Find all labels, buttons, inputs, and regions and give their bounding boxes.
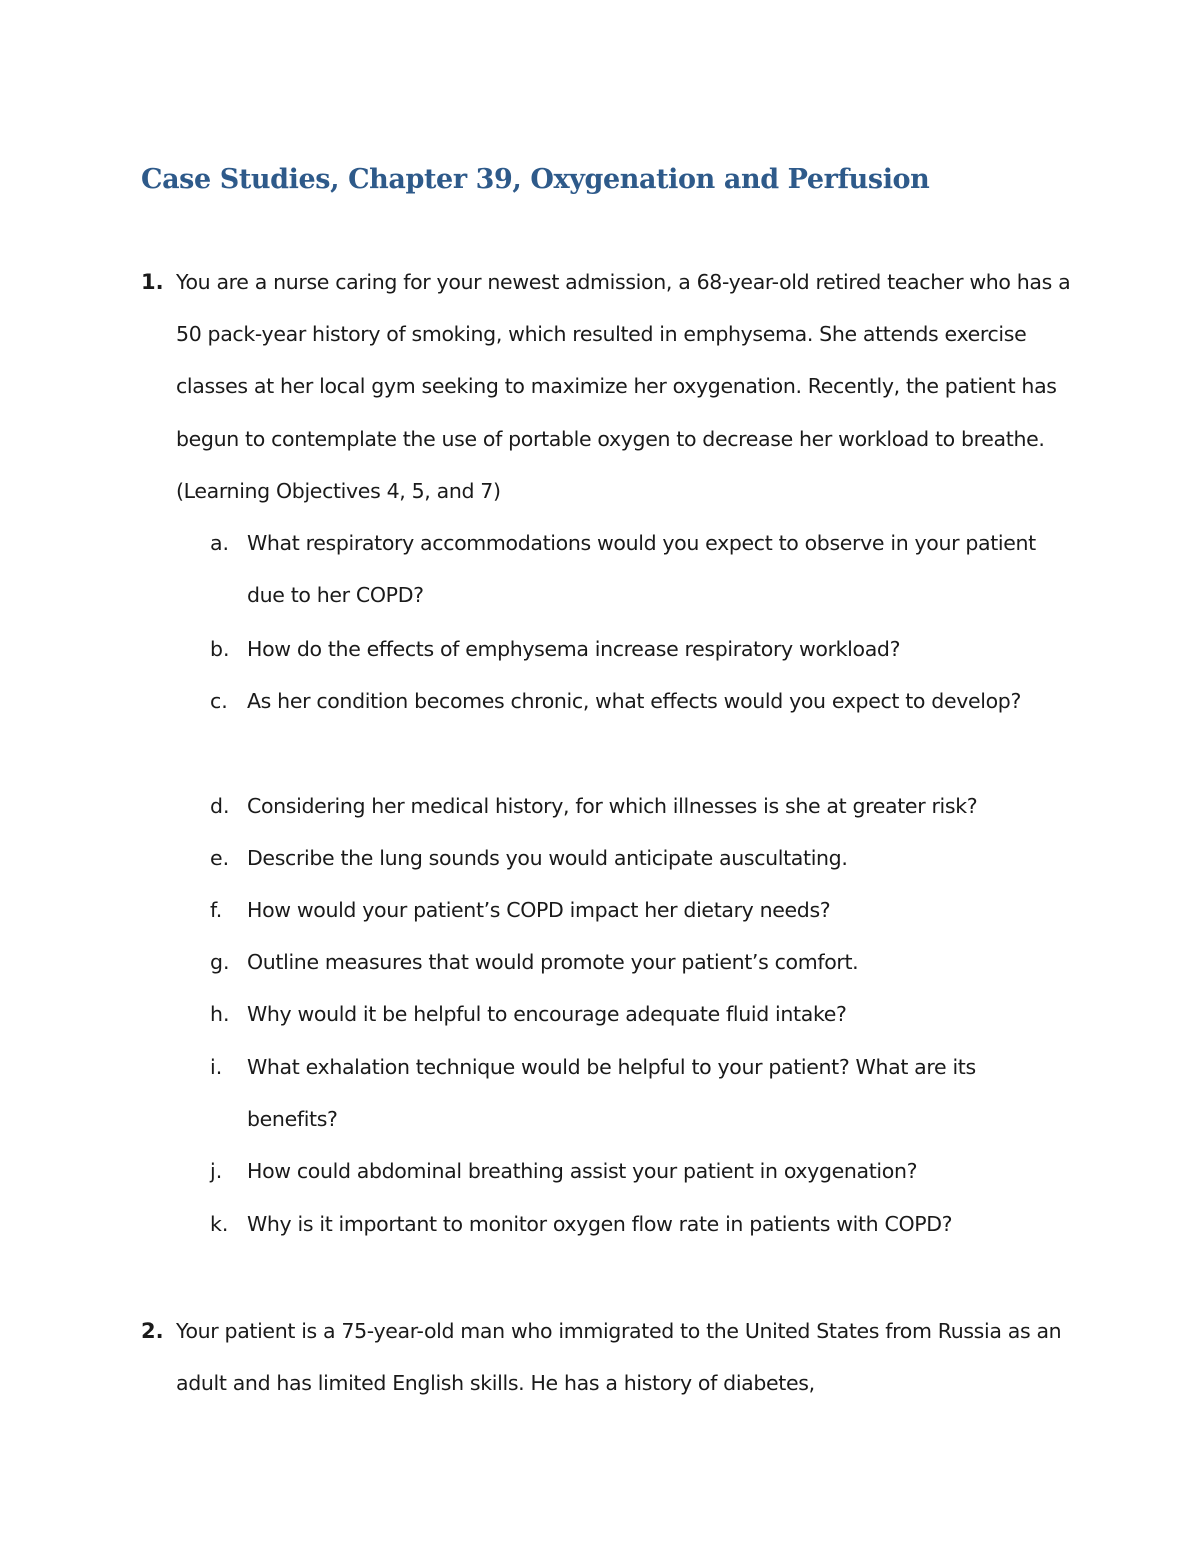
subquestion-letter: c. [210,689,228,713]
subquestion-text: As her condition becomes chronic, what effects would you expect to develop? [247,689,1021,713]
subquestion-letter: h. [210,1002,230,1026]
subquestion-text: Why is it important to monitor oxygen flow rate in patients with COPD? [247,1212,953,1236]
subquestion-letter: a. [210,531,230,555]
subquestion-text: What exhalation technique would be helpful to your patient? What are its benefits? [247,1055,976,1132]
subquestion-letter: i. [210,1055,223,1079]
subquestion-text: Considering her medical history, for which illnesses is she at greater risk? [247,794,978,818]
subquestion-letter: b. [210,637,230,661]
subquestion-letter: k. [210,1212,229,1236]
question-number: 2. [141,1319,164,1343]
question-text: Your patient is a 75-year-old man who immigrated to the United States from Russia as an adult and has limited English skills. He has a history of diabetes, [176,1319,1062,1396]
subquestion-text: How could abdominal breathing assist your patient in oxygenation? [247,1159,918,1183]
subquestion-letter: g. [210,950,230,974]
document-title: Case Studies, Chapter 39, Oxygenation and Perfusion [141,164,930,195]
subquestion-text: How do the effects of emphysema increase respiratory workload? [247,637,901,661]
question-number: 1. [141,270,164,294]
question-text: You are a nurse caring for your newest admission, a 68-year-old retired teacher who has a 50 pack-year history of smoking, which resulted in emphysema. She attends exercise classes at her local gym seeking to maximize her oxygenation. Recently, the patient has begun to contemplate the use of portable oxygen to decrease her workload to breathe. (Learning Objectives 4, 5, and 7) [176,270,1071,503]
subquestion-letter: d. [210,794,230,818]
subquestion-text: What respiratory accommodations would you expect to observe in your patient due to her COPD? [247,531,1036,608]
subquestion-text: How would your patient’s COPD impact her dietary needs? [247,898,831,922]
subquestion-letter: f. [210,898,223,922]
subquestion-text: Describe the lung sounds you would anticipate auscultating. [247,846,848,870]
subquestion-letter: e. [210,846,230,870]
subquestion-text: Why would it be helpful to encourage adequate fluid intake? [247,1002,847,1026]
subquestion-letter: j. [210,1159,223,1183]
subquestion-text: Outline measures that would promote your patient’s comfort. [247,950,859,974]
